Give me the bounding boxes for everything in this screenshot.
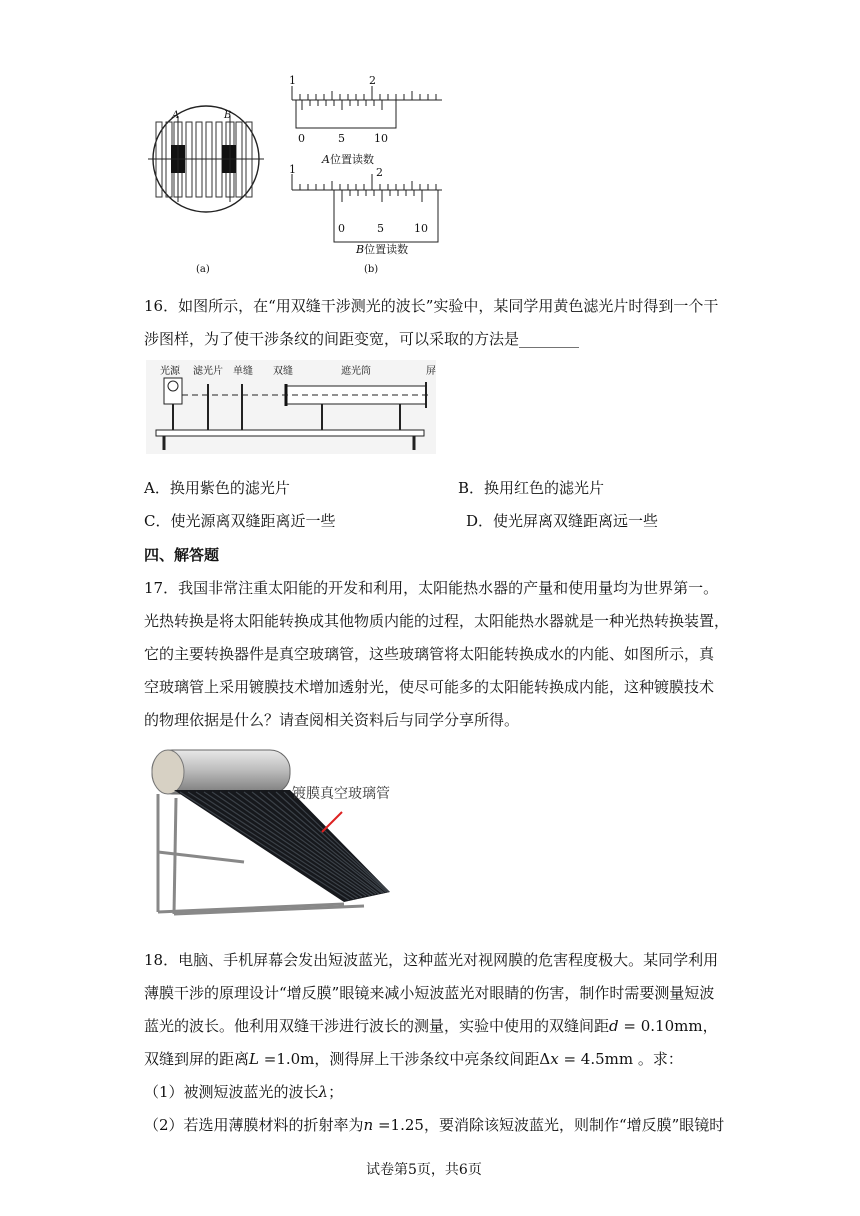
apparatus-label-single-slit: 单缝 <box>233 366 253 377</box>
scale-b-vernier-10: 10 <box>414 222 428 235</box>
question-18-stem <box>144 944 724 1142</box>
q17-line-2: 光热转换是将太阳能转换成其他物质内能的过程，太阳能热水器就是一种光热转换装置， <box>144 612 730 630</box>
q18-value-d: = 0.10mm， <box>618 1017 718 1035</box>
scale-a-caption-text: 位置读数 <box>329 153 374 166</box>
section-heading: 四、解答题 <box>144 546 220 564</box>
q16-line-1: 16．如图所示，在“用双缝干涉测光的波长”实验中，某同学用黄色滤光片时得到一个干 <box>144 297 719 315</box>
q17-line-1: 17．我国非常注重太阳能的开发和利用，太阳能热水器的产量和使用量均为世界第一。 <box>144 579 719 597</box>
figure-label-b: (b) <box>364 264 379 275</box>
q18-sub-2-end: =1.25，要消除该短波蓝光，则制作“增反膜”眼镜时 <box>373 1116 725 1134</box>
q18-var-L: L <box>249 1050 259 1068</box>
q16-option-d: D．使光屏离双缝距离远一些 <box>466 512 659 530</box>
q18-var-d: d <box>609 1017 619 1035</box>
apparatus-label-screen: 屏 <box>426 366 436 377</box>
question-16-stem <box>144 290 724 356</box>
q16-option-b: B．换用红色的滤光片 <box>458 479 605 497</box>
scale-b-vernier-5: 5 <box>377 222 384 235</box>
q18-line-4-mid: =1.0m，测得屏上干涉条纹中亮条纹间距Δ <box>258 1050 551 1068</box>
fringe-label-a: A <box>172 110 180 121</box>
q17-line-4: 空玻璃管上采用镀膜技术增加透射光，使尽可能多的太阳能转换成内能，这种镀膜技术 <box>144 678 715 696</box>
scale-a-vernier-10: 10 <box>374 132 388 145</box>
q18-sub-1-text: （1）被测短波蓝光的波长 <box>144 1083 319 1101</box>
fringe-view-figure <box>140 102 280 222</box>
q18-sub-2 <box>144 1109 724 1142</box>
q18-var-x: x <box>550 1050 559 1068</box>
q18-sub-1-end: ； <box>328 1083 344 1101</box>
q18-line-1: 18．电脑、手机屏幕会发出短波蓝光，这种蓝光对视网膜的危害程度极大。某同学利用 <box>144 951 719 969</box>
q18-line-4-text: 双缝到屏的距离 <box>144 1050 250 1068</box>
page-footer: 试卷第5页，共6页 <box>366 1162 482 1178</box>
q18-line-2: 薄膜干涉的原理设计“增反膜”眼镜来减小短波蓝光对眼睛的伤害，制作时需要测量短波 <box>144 984 715 1002</box>
scale-a-caption-var: A <box>322 153 330 166</box>
apparatus-label-filter: 滤光片 <box>193 366 223 377</box>
figure-label-a: (a) <box>196 264 210 275</box>
q18-var-n: n <box>363 1116 374 1134</box>
q18-value-dx: = 4.5mm 。求： <box>558 1050 683 1068</box>
fringe-label-b: B <box>224 110 232 121</box>
apparatus-label-double-slit: 双缝 <box>273 366 293 377</box>
q17-line-3: 它的主要转换器件是真空玻璃管，这些玻璃管将太阳能转换成水的内能、如图所示，真 <box>144 645 715 663</box>
scale-b-main-1: 1 <box>289 163 296 176</box>
q18-line-4 <box>144 1043 724 1076</box>
scale-b-vernier-0: 0 <box>338 222 345 235</box>
scale-a-vernier-5: 5 <box>338 132 345 145</box>
q17-line-5: 的物理依据是什么？请查阅相关资料后与同学分享所得。 <box>144 711 520 729</box>
vernier-scale-a <box>286 76 446 156</box>
solar-water-heater-photo <box>144 742 412 918</box>
scale-b-main-2: 2 <box>376 166 383 179</box>
scale-a-main-1: 1 <box>289 74 296 87</box>
q18-sub-2-text: （2）若选用薄膜材料的折射率为 <box>144 1116 364 1134</box>
scale-a-vernier-0: 0 <box>298 132 305 145</box>
photo-annotation-label: 镀膜真空玻璃管 <box>292 786 390 802</box>
scale-a-main-2: 2 <box>369 74 376 87</box>
q18-line-3-text: 蓝光的波长。他利用双缝干涉进行波长的测量，实验中使用的双缝间距 <box>144 1017 610 1035</box>
q18-sub-1 <box>144 1076 724 1109</box>
q16-option-a: A．换用紫色的滤光片 <box>144 479 290 497</box>
q16-line-2: 涉图样，为了使干涉条纹的间距变宽，可以采取的方法是________ <box>144 330 580 348</box>
scale-b-caption <box>356 241 408 257</box>
question-17-stem <box>144 572 730 737</box>
apparatus-label-light-source: 光源 <box>160 366 180 377</box>
scale-b-caption-var: B <box>356 243 365 256</box>
q16-option-c: C．使光源离双缝距离近一些 <box>144 512 336 530</box>
apparatus-label-tube: 遮光筒 <box>341 366 371 377</box>
q18-line-3 <box>144 1010 724 1043</box>
scale-b-caption-text: 位置读数 <box>364 243 409 256</box>
q18-var-lambda: λ <box>318 1083 329 1101</box>
